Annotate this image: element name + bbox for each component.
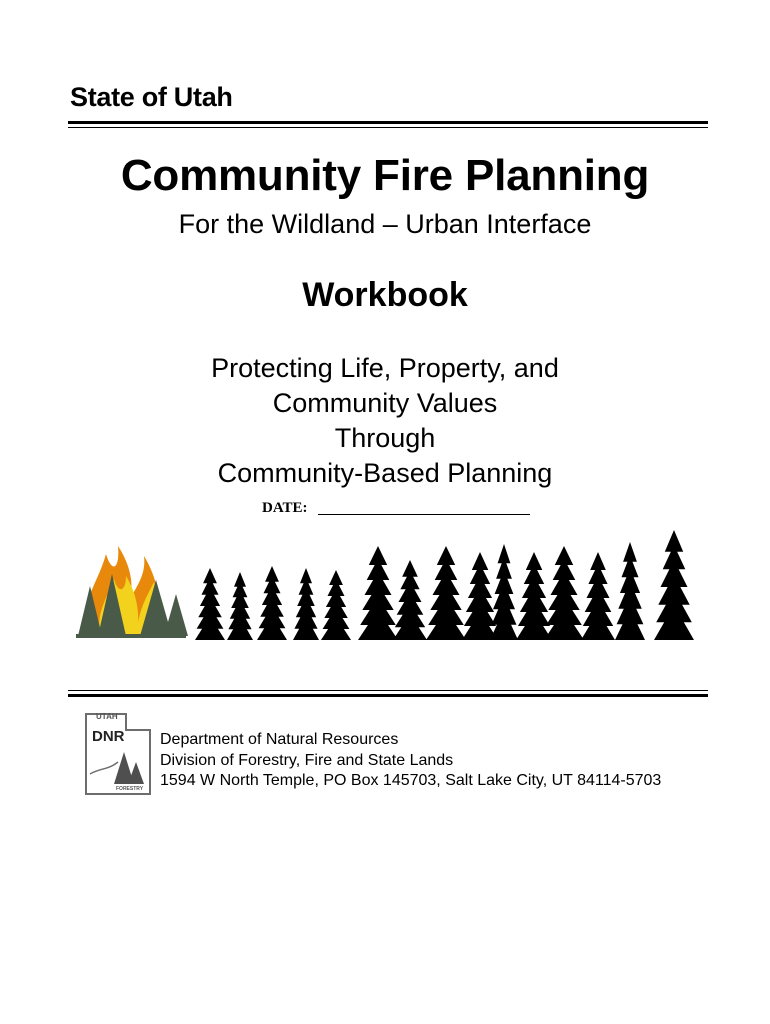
bottom-rule-thin bbox=[68, 690, 708, 691]
tagline bbox=[0, 351, 770, 491]
pine-tree-icon bbox=[581, 552, 615, 640]
utah-dnr-logo bbox=[84, 712, 152, 796]
tagline-line-1: Protecting Life, Property, and bbox=[211, 353, 559, 383]
footer-address: 1594 W North Temple, PO Box 145703, Salt Lake City, UT 84114-5703 bbox=[160, 772, 662, 789]
date-blank-line bbox=[318, 514, 530, 515]
pine-tree-icon bbox=[516, 552, 552, 640]
tagline-line-4: Community-Based Planning bbox=[217, 458, 553, 488]
pine-trees-icon bbox=[195, 530, 694, 640]
pine-trunk bbox=[238, 632, 242, 640]
pine-tree-icon bbox=[654, 530, 694, 640]
pine-tree-icon bbox=[293, 568, 319, 640]
forest-fire-illustration bbox=[68, 524, 708, 644]
tagline-line-2: Community Values bbox=[272, 388, 498, 418]
pine-trunk bbox=[208, 632, 212, 640]
main-title: Community Fire Planning bbox=[120, 151, 650, 200]
pine-trunk bbox=[596, 632, 600, 640]
logo-utah-text: UTAH bbox=[96, 712, 118, 721]
pine-tree-icon bbox=[426, 546, 466, 640]
pine-trunk bbox=[628, 632, 632, 640]
subtitle: For the Wildland – Urban Interface bbox=[178, 209, 592, 239]
logo-dnr-text: DNR bbox=[92, 728, 125, 745]
bottom-rule-thick bbox=[68, 694, 708, 697]
pine-tree-icon bbox=[393, 560, 427, 640]
pine-tree-icon bbox=[195, 568, 225, 640]
pine-trunk bbox=[408, 632, 412, 640]
pine-trunk bbox=[444, 632, 448, 640]
tagline-line-3: Through bbox=[334, 423, 436, 453]
logo-forestry-text: FORESTRY bbox=[116, 786, 144, 792]
footer-department: Department of Natural Resources bbox=[160, 731, 399, 748]
footer-division: Division of Forestry, Fire and State Lands bbox=[160, 752, 454, 769]
pine-trunk bbox=[376, 632, 380, 640]
pine-tree-icon bbox=[358, 546, 398, 640]
pine-tree-icon bbox=[615, 542, 645, 640]
pine-trunk bbox=[562, 632, 566, 640]
top-rule-thin bbox=[68, 127, 708, 128]
pine-tree-icon bbox=[462, 552, 498, 640]
pine-trunk bbox=[270, 632, 274, 640]
pine-trunk bbox=[478, 632, 482, 640]
workbook-heading: Workbook bbox=[302, 276, 468, 314]
pine-trunk bbox=[304, 632, 308, 640]
pine-tree-icon bbox=[321, 570, 351, 640]
state-title: State of Utah bbox=[70, 82, 233, 112]
pine-trunk bbox=[532, 632, 536, 640]
pine-trunk bbox=[502, 632, 506, 640]
pine-trunk bbox=[672, 632, 676, 640]
pine-trunk bbox=[334, 632, 338, 640]
date-label: DATE: bbox=[262, 500, 308, 516]
pine-tree-icon bbox=[227, 572, 253, 640]
logo-tree-icon bbox=[114, 752, 144, 784]
top-rule-thick bbox=[68, 121, 708, 124]
pine-tree-icon bbox=[257, 566, 287, 640]
